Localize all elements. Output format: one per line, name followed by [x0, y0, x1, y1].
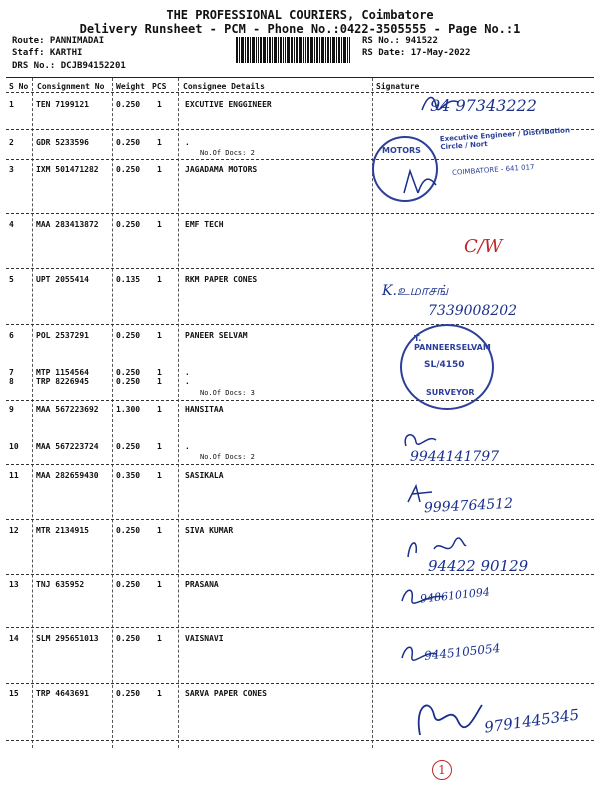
col-weight: Weight: [116, 82, 145, 91]
row-rule: [6, 519, 594, 520]
drs-number: DRS No.: DCJB94152201: [12, 61, 126, 71]
col-divider: [112, 78, 113, 748]
col-sno: S No: [9, 82, 29, 91]
surveyor-seal: T. PANNEERSELVAM SL/4150 SURVEYOR: [400, 324, 494, 410]
col-divider: [178, 78, 179, 748]
row-rule: [6, 683, 594, 684]
col-divider: [32, 78, 33, 748]
signature-phone-1: 94 97343222: [430, 96, 537, 115]
row-rule: [6, 740, 594, 741]
signature-phone-12: 94422 90129: [428, 557, 529, 575]
executive-engineer-stamp: Executive Engineer / Distribution Circle / Nort: [439, 126, 571, 152]
row-rule: [6, 324, 594, 325]
col-pcs: PCS: [152, 82, 167, 91]
col-signature: Signature: [376, 82, 420, 91]
signature-phone-11: 9994764512: [423, 495, 514, 517]
motors-stamp: MOTORS: [372, 136, 438, 202]
staff-label: Staff: KARTHI: [12, 48, 83, 58]
signature-phone-13: 9486101094: [419, 585, 491, 606]
row-rule: [6, 159, 594, 160]
signature-phone-14: 9445105054: [423, 641, 501, 663]
rs-number: RS No.: 941522: [362, 36, 438, 46]
signature-name-5: K.உமாசங்: [382, 283, 449, 299]
header-rule: [6, 92, 594, 93]
signature-phone-9: 9944141797: [410, 449, 500, 465]
col-consignment: Consignment No: [37, 82, 105, 91]
rs-date: RS Date: 17-May-2022: [362, 48, 471, 58]
col-consignee: Consignee Details: [183, 82, 265, 91]
table-top-rule: [6, 77, 594, 78]
page-circle-mark: 1: [432, 760, 452, 780]
row-rule: [6, 627, 594, 628]
company-title: THE PROFESSIONAL COURIERS, Coimbatore: [166, 8, 434, 22]
signature-scribble: [410, 695, 486, 739]
row-rule: [6, 268, 594, 269]
runsheet-subtitle: Delivery Runsheet - PCM - Phone No.:0422-3505555 - Page No.:1: [79, 22, 521, 36]
signature-scribble: [400, 165, 440, 199]
signature-phone-15: 9791445345: [483, 705, 581, 737]
cw-note: C/W: [464, 236, 503, 257]
route-label: Route: PANNIMADAI: [12, 36, 105, 46]
row-rule: [6, 400, 594, 401]
signature-phone-5: 7339008202: [428, 303, 518, 319]
row-rule: [6, 213, 594, 214]
row-rule: [6, 464, 594, 465]
barcode: [236, 37, 350, 63]
motors-address-stamp: COIMBATORE - 641 017: [451, 163, 535, 177]
